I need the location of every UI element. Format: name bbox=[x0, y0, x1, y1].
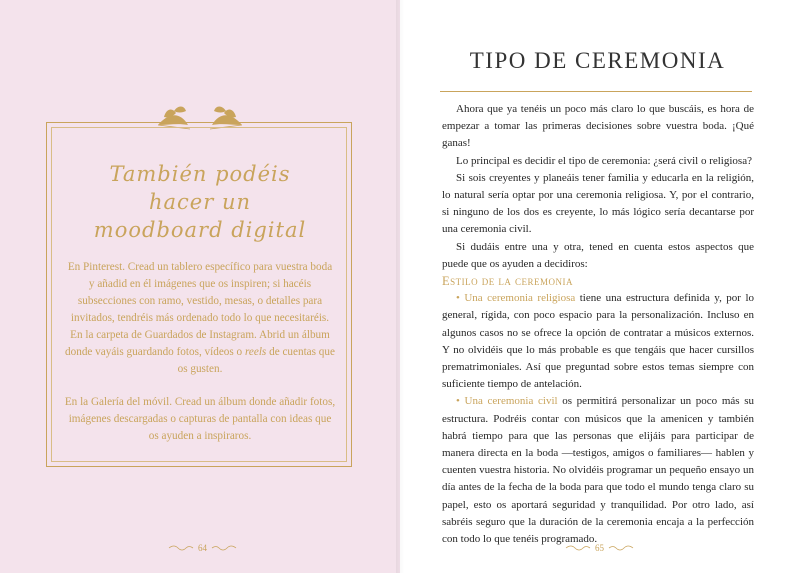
chapter-title: TIPO DE CEREMONIA bbox=[469, 48, 726, 73]
title-rule bbox=[440, 91, 752, 92]
intro-paragraph: Si sois creyentes y planeáis tener familia y educarla en la religión, lo natural sería optar por una ceremonia religiosa. Y, por el contrario, si ninguno de los dos es creyente, lo más lógico sería decantarse por una ceremonia civil. bbox=[442, 171, 754, 236]
bullet-religiosa: • Una ceremonia religiosa tiene una estructura definida y, por lo general, rígida, con poco espacio para la personalización. Incluso en algunos casos no se ofrece la opción de contratar a músicos externos. Y no olvidéis que lo más probable es que tengáis que hacer cursillos prematrimoniales. Así que preguntad sobre estos temas siempre con suficiente tiempo de antelación. bbox=[442, 292, 754, 391]
flourish-icon bbox=[211, 544, 237, 552]
pinterest-paragraph: En Pinterest. Cread un tablero específico para vuestra boda y añadid en él imágenes que os inspiren; si hacéis subsecciones con ramo, vestido, mesas, o detalles para invitados, tendréis más ordenado todo lo que necesitaréis. En la carpeta de Guardados de Instagram. Abrid un álbum donde vayáis guardando fotos, vídeos o reels de cuentas que os gusten. bbox=[65, 261, 335, 375]
bullet-civil: • Una ceremonia civil os permitirá personalizar un poco más su estructura. Podréis contar con músicos que la amenicen y también habrá tiempo para que las personas que elijáis para participar de manera directa en la boda —testigos, amigos o familiares— hablen y cuenten vuestra historia. No olvidéis programar un pequeño ensayo un día antes de la fecha de la boda para que todo el mundo tenga claro su papel, esto os aportará seguridad y tranquilidad. Por otro lado, así sabréis seguro que la duración de la ceremonia encaja a la perfección con todo lo que tenéis programado. bbox=[442, 395, 754, 546]
flourish-icon bbox=[565, 544, 591, 552]
left-body-text bbox=[64, 259, 336, 461]
right-body-text bbox=[442, 101, 754, 548]
intro-paragraph: Ahora que ya tenéis un poco más claro lo que buscáis, es hora de empezar a tomar las primeras decisiones sobre vuestra boda. ¡Qué ganas! bbox=[442, 103, 754, 150]
intro-paragraph: Si dudáis entre una y otra, tened en cuenta estos aspectos que puede que os ayuden a decidiros: bbox=[442, 240, 754, 270]
flourish-icon bbox=[168, 544, 194, 552]
page-number-right: 65 bbox=[565, 543, 634, 553]
flourish-icon bbox=[608, 544, 634, 552]
book-gutter bbox=[396, 0, 404, 573]
page-number-left: 64 bbox=[168, 543, 237, 553]
section-heading: Estilo de la ceremonia bbox=[442, 274, 574, 289]
script-title: También podéis hacer un moodboard digital bbox=[93, 162, 307, 242]
galeria-paragraph: En la Galería del móvil. Cread un álbum donde añadir fotos, imágenes descargadas o capturas de pantalla con ideas que os ayuden a inspiraros. bbox=[64, 396, 336, 442]
intro-paragraph: Lo principal es decidir el tipo de ceremonia: ¿será civil o religiosa? bbox=[456, 154, 752, 167]
